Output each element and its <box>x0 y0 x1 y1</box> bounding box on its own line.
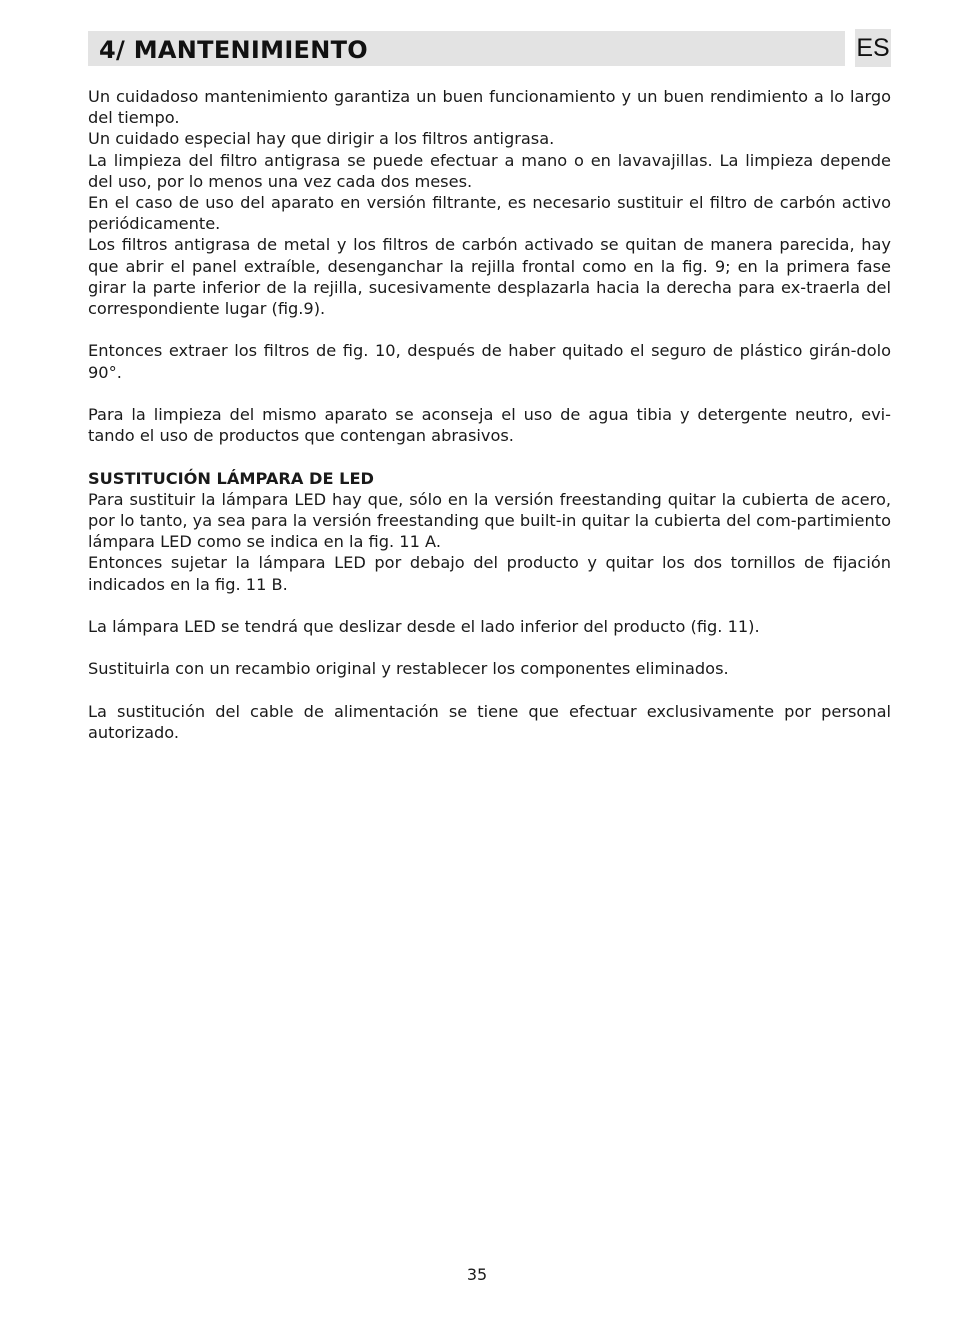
spacer <box>88 446 891 467</box>
subsection-heading: SUSTITUCIÓN LÁMPARA DE LED <box>88 468 374 488</box>
section-title: 4/ MANTENIMIENTO <box>99 36 369 64</box>
paragraph: Sustituirla con un recambio original y restablecer los componentes eliminados. <box>88 659 729 679</box>
paragraph: Los filtros antigrasa de metal y los filtros de carbón activado se quitan de manera parecida, hay que abrir el panel extraíble, desenganchar la rejilla frontal como en la fig. 9; en la primera fase girar la parte inferior de la rejilla, sucesivamente desplazarla hacia la derecha para ex-traerla del correspondiente lugar (fig.9). <box>88 235 891 319</box>
spacer <box>88 680 891 701</box>
paragraph: En el caso de uso del aparato en versión filtrante, es necesario sustituir el filtro de carbón activo periódicamente. <box>88 193 891 234</box>
paragraph: Para la limpieza del mismo aparato se aconseja el uso de agua tibia y detergente neutro, evi-tando el uso de productos que contengan abrasivos. <box>88 405 891 446</box>
spacer <box>88 319 891 340</box>
spacer <box>88 637 891 658</box>
paragraph: La lámpara LED se tendrá que deslizar desde el lado inferior del producto (fig. 11). <box>88 617 760 637</box>
paragraph: Entonces sujetar la lámpara LED por debajo del producto y quitar los dos tornillos de fijación indicados en la fig. 11 B. <box>88 553 891 594</box>
paragraph: La limpieza del filtro antigrasa se puede efectuar a mano o en lavavajillas. La limpieza depende del uso, por lo menos una vez cada dos meses. <box>88 150 891 191</box>
language-badge: ES <box>855 29 891 67</box>
spacer <box>88 595 891 616</box>
section-header-bar <box>88 31 845 66</box>
paragraph: Para sustituir la lámpara LED hay que, sólo en la versión freestanding quitar la cubierta de acero, por lo tanto, ya sea para la versión freestanding que built-in quitar la cubierta del com-partimiento lámpara LED como se indica en la fig. 11 A. <box>88 489 891 552</box>
paragraph: Un cuidado especial hay que dirigir a los filtros antigrasa. <box>88 129 555 149</box>
paragraph: La sustitución del cable de alimentación se tiene que efectuar exclusivamente por personal autorizado. <box>88 701 891 742</box>
body-text <box>88 86 891 743</box>
paragraph: Entonces extraer los filtros de fig. 10, después de haber quitado el seguro de plástico girán-dolo 90°. <box>88 341 891 382</box>
paragraph: Un cuidadoso mantenimiento garantiza un buen funcionamiento y un buen rendimiento a lo largo del tiempo. <box>88 87 891 128</box>
spacer <box>88 383 891 404</box>
page-number: 35 <box>466 1265 488 1284</box>
